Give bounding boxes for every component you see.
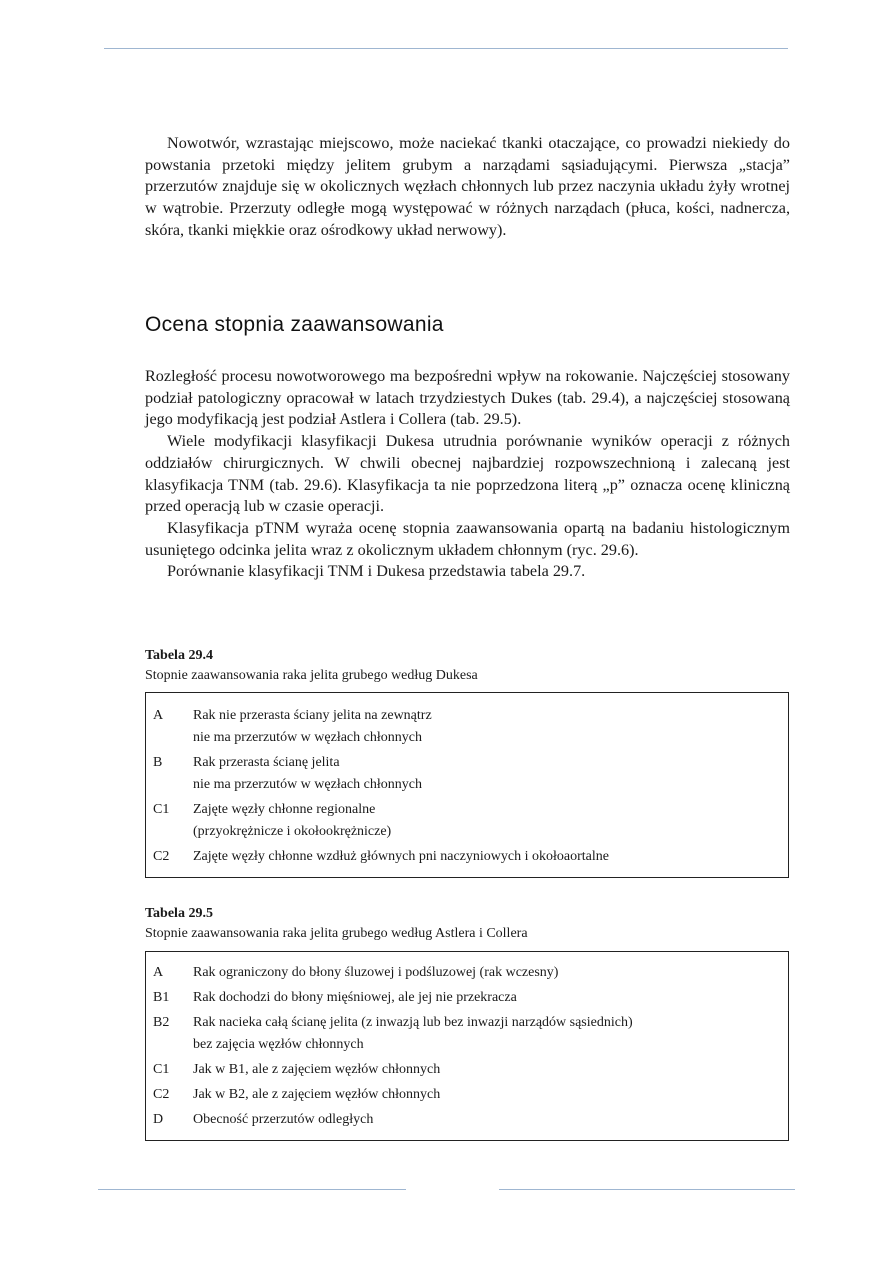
stage-description (193, 705, 788, 749)
stage-code: C1 (153, 1062, 170, 1077)
stage-description (193, 1084, 788, 1106)
table-29-4-label: Tabela 29.4 (145, 648, 213, 663)
stage-description (193, 987, 788, 1009)
description-line: Rak nacieka całą ścianę jelita (z inwazją lub bez inwazji narządów sąsiednich) (193, 1015, 633, 1030)
stage-code: B (153, 755, 163, 770)
table-row (146, 1084, 788, 1106)
stage-code: A (153, 708, 164, 723)
bottom-rule-left (98, 1189, 406, 1190)
table-29-4-caption (145, 648, 790, 684)
description-line: Zajęte węzły chłonne regionalne (193, 802, 376, 817)
table-row (146, 962, 788, 984)
section-paragraph-2: Wiele modyfikacji klasyfikacji Dukesa utrudnia porównanie wyników operacji z różnych oddziałów chirurgicznych. W chwili obecnej najbardziej rozpowszechnioną i zalecaną jest klasyfikacja TNM (tab. 29.6). Klasyfikacja ta nie poprzedzona literą „p” oznacza ocenę kliniczną przed operacją lub w czasie operacji. (145, 432, 790, 516)
stage-description (193, 752, 788, 796)
stage-code: C1 (153, 802, 170, 817)
description-line: Zajęte węzły chłonne wzdłuż głównych pni naczyniowych i okołoaortalne (193, 849, 609, 864)
description-line: Rak przerasta ścianę jelita (193, 755, 340, 770)
table-row (146, 1109, 788, 1131)
table-row (146, 705, 788, 749)
description-line: Rak nie przerasta ściany jelita na zewnątrz (193, 708, 432, 723)
table-row (146, 752, 788, 796)
stage-description (193, 1012, 788, 1056)
stage-code: D (153, 1112, 164, 1127)
bottom-rule-right (499, 1189, 795, 1190)
table-29-5-label: Tabela 29.5 (145, 906, 213, 921)
stage-code: B1 (153, 990, 170, 1005)
section-paragraph-1: Rozległość procesu nowotworowego ma bezpośredni wpływ na rokowanie. Najczęściej stosowany podział patologiczny opracował w latach trzydziestych Dukes (tab. 29.4), a najczęściej stosowaną jego modyfikacją jest podział Astlera i Collera (tab. 29.5). (145, 367, 790, 429)
section-heading: Ocena stopnia zaawansowania (145, 313, 444, 336)
table-29-4 (145, 692, 789, 878)
table-row (146, 1059, 788, 1081)
section-paragraph-4: Porównanie klasyfikacji TNM i Dukesa przedstawia tabela 29.7. (167, 562, 586, 581)
stage-code: B2 (153, 1015, 170, 1030)
stage-description (193, 799, 788, 843)
stage-description (193, 1109, 788, 1131)
table-row (146, 1012, 788, 1056)
stage-description (193, 962, 788, 984)
description-line: Jak w B1, ale z zajęciem węzłów chłonnych (193, 1062, 441, 1077)
description-line: nie ma przerzutów w węzłach chłonnych (193, 730, 422, 745)
table-row (146, 987, 788, 1009)
section-body (145, 366, 790, 583)
table-29-5 (145, 951, 789, 1141)
stage-code: C2 (153, 1087, 170, 1102)
stage-description (193, 1059, 788, 1081)
table-29-4-title: Stopnie zaawansowania raka jelita grubego według Dukesa (145, 668, 478, 683)
description-line: nie ma przerzutów w węzłach chłonnych (193, 777, 422, 792)
description-line: Jak w B2, ale z zajęciem węzłów chłonnych (193, 1087, 441, 1102)
table-row (146, 799, 788, 843)
top-rule (104, 48, 788, 49)
description-line: bez zajęcia węzłów chłonnych (193, 1037, 364, 1052)
stage-code: C2 (153, 849, 170, 864)
stage-description (193, 846, 788, 868)
stage-code: A (153, 965, 164, 980)
description-line: Rak ograniczony do błony śluzowej i podśluzowej (rak wczesny) (193, 965, 559, 980)
description-line: Rak dochodzi do błony mięśniowej, ale jej nie przekracza (193, 990, 517, 1005)
table-29-5-caption (145, 906, 790, 942)
description-line: Obecność przerzutów odległych (193, 1112, 374, 1127)
description-line: (przyokrężnicze i okołookrężnicze) (193, 824, 392, 839)
intro-paragraph: Nowotwór, wzrastając miejscowo, może naciekać tkanki otaczające, co prowadzi niekiedy do powstania przetoki między jelitem grubym a narządami sąsiadującymi. Pierwsza „stacja” przerzutów znajduje się w okolicznych węzłach chłonnych lub przez naczynia układu żyły wrotnej w wątrobie. Przerzuty odległe mogą występować w różnych narządach (płuca, kości, nadnercza, skóra, tkanki miękkie oraz ośrodkowy układ nerwowy). (145, 134, 790, 239)
section-paragraph-3: Klasyfikacja pTNM wyraża ocenę stopnia zaawansowania opartą na badaniu histologicznym usuniętego odcinka jelita wraz z okolicznym układem chłonnym (ryc. 29.6). (145, 518, 790, 559)
table-29-5-title: Stopnie zaawansowania raka jelita grubego według Astlera i Collera (145, 926, 528, 941)
table-row (146, 846, 788, 868)
